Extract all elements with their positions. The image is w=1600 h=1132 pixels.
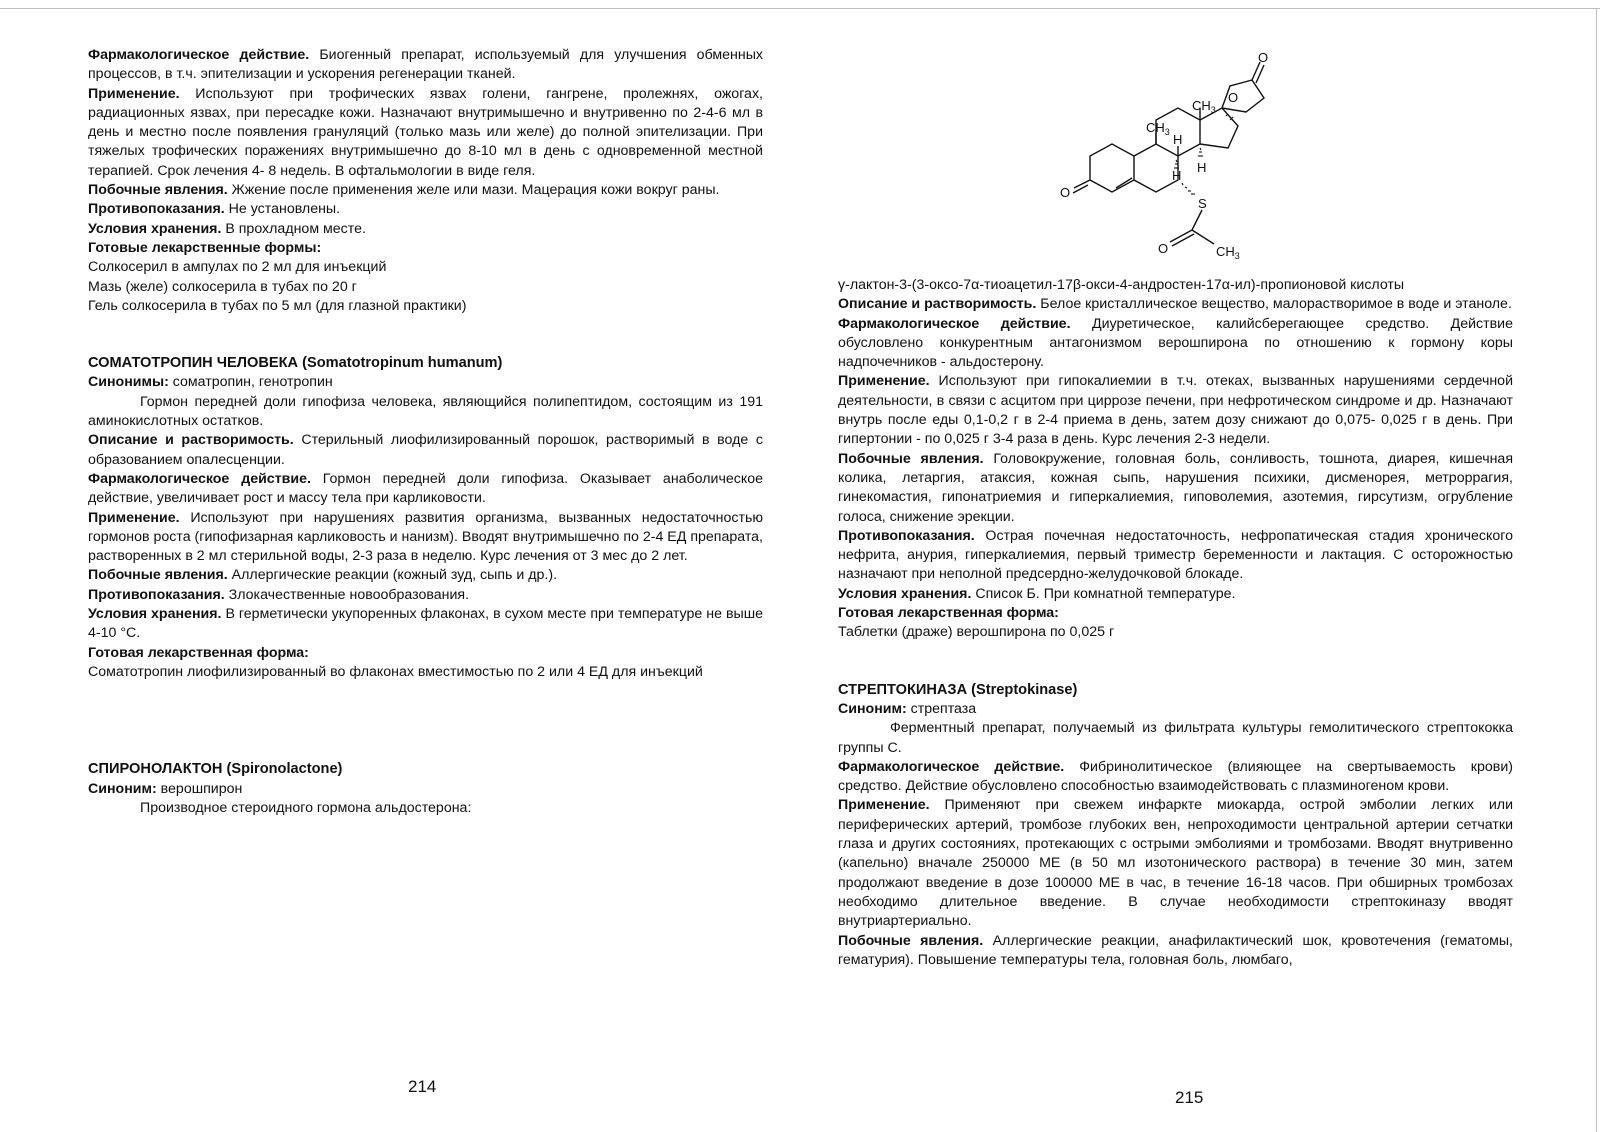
solcoseryl-pharm: Фармакологическое действие. Биогенный препарат, используемый для улучшения обменных процессов, в т.ч. эпителизации и ускорения регенерации тканей. — [88, 47, 763, 83]
acetyl-oxygen-label: O — [1158, 241, 1169, 256]
streptokinase-title: СТРЕПТОКИНАЗА (Streptokinase) — [838, 681, 1078, 698]
somatotropin-synonyms: Синонимы: соматропин, генотропин — [88, 374, 333, 391]
solcoseryl-form-item: Солкосерил в ампулах по 2 мл для инъекций — [88, 259, 387, 276]
solcoseryl-form-item: Гель солкосерила в тубах по 5 мл (для глазной практики) — [88, 297, 467, 314]
somatotropin-side: Побочные явления. Аллергические реакции (кожный зуд, сыпь и др.). — [88, 567, 558, 584]
solcoseryl-contra: Противопоказания. Не установлены. — [88, 201, 341, 218]
ketone-oxygen: O — [1060, 185, 1071, 200]
thio-sulfur-label: S — [1198, 196, 1207, 211]
spironolactone-storage: Условия хранения. Список Б. При комнатной температуре. — [838, 585, 1236, 602]
spironolactone-chem-name: γ-лактон-3-(3-оксо-7α-тиоацетил-17β-окси-4-андростен-17α-ил)-пропионовой кислоты — [838, 277, 1405, 293]
h8-label: H — [1173, 132, 1183, 147]
somatotropin-intro: Гормон передней доли гипофиза человека, являющийся полипептидом, состоящим из 191 аминокислотных остатков. — [88, 393, 763, 430]
acetyl-methyl-label: $CH_3$ — [1216, 244, 1240, 261]
lactone-carbonyl-oxygen: O — [1258, 50, 1269, 65]
somatotropin-contra: Противопоказания. Злокачественные новообразования. — [88, 586, 470, 603]
somatotropin-title: СОМАТОТРОПИН ЧЕЛОВЕКА (Somatotropinum humanum) — [88, 355, 503, 372]
streptokinase-synonym: Синоним: стрептаза — [838, 700, 977, 717]
spironolactone-pharm: Фармакологическое действие. Диуретическое, калийсберегающее средство. Действие обусловлено конкурентным антагонизмом верошпирона по отношению к гормону коры надпочечников - альдостерону. — [838, 315, 1513, 371]
solcoseryl-side: Побочные явления. Жжение после применения желе или мази. Мацерация кожи вокруг раны. — [88, 182, 720, 199]
spironolactone-contra: Противопоказания. Острая почечная недостаточность, нефропатическая стадия хронического нефрита, анурия, гиперкалиемия, первый триместр беременности и лактация. С осторожностью назначают при неполной предсердно-желудочковой блокаде. — [838, 527, 1513, 583]
streptokinase-use: Применение. Применяют при свежем инфаркте миокарда, острой эмболии легких или периферических артерий, тромбозе глубоких вен, непроходимости центральной артерии сетчатки глаза и других состояниях, протекающих с острыми эмболиями и тромбозами. Вводят внутривенно (капельно) вначале 250000 МЕ (в 50 мл изотонического раствора) в течение 30 мин, затем продолжают введение в дозе 100000 МЕ в час, в течение 16-18 часов. При обширных тромбозах необходимо длительное введение. В случае необходимости стрептокиназу вводят внутриартериально. — [838, 797, 1513, 930]
somatotropin-form-text: Соматотропин лиофилизированный во флаконах вместимостью по 2 или 4 ЕД для инъекций — [88, 663, 703, 680]
streptokinase-pharm: Фармакологическое действие. Фибринолитическое (влияющее на свертываемость крови) средство. Действие обусловлено способностью взаимодействовать с плазминогеном крови. — [838, 758, 1513, 795]
page-number-left: 214 — [408, 1077, 437, 1096]
solcoseryl-use: Применение. Используют при трофических язвах голени, гангрене, пролежнях, ожогах, радиационных язвах, при пересадке кожи. Назначают внутримышечно и внутривенно по 2-4-6 мл в день и местно после появления грануляций (только мазь или желе) до полной эпителизации. При тяжелых трофических поражениях внутримышечно до 8-10 мл в день с одновременной местной терапией. Срок лечения 4- 8 недель. В офтальмологии в виде геля. — [88, 85, 763, 179]
left-column — [88, 46, 763, 818]
solcoseryl-form-item: Мазь (желе) солкосерила в тубах по 20 г — [88, 278, 357, 295]
solcoseryl-forms-label: Готовые лекарственные формы: — [88, 239, 322, 256]
somatotropin-desc: Описание и растворимость. Стерильный лиофилизированный порошок, растворимый в воде с образованием опалесценции. — [88, 432, 763, 468]
c19-methyl-label: $CH_3$ — [1146, 120, 1170, 137]
h14-label: H — [1197, 160, 1207, 175]
streptokinase-side: Побочные явления. Аллергические реакции, анафилактический шок, кровотечения (гематомы, гематурия). Повышение температуры тела, головная боль, люмбаго, — [838, 932, 1513, 968]
spironolactone-desc: Описание и растворимость. Белое кристаллическое вещество, малорастворимое в воде и этаноле. — [838, 296, 1512, 313]
somatotropin-pharm: Фармакологическое действие. Гормон передней доли гипофиза. Оказывает анаболическое действие, увеличивает рост и массу тела при карликовости. — [88, 470, 763, 507]
spironolactone-form-text: Таблетки (драже) верошпирона по 0,025 г — [838, 624, 1115, 641]
streptokinase-intro: Ферментный препарат, получаемый из фильтрата культуры гемолитического стрептококка группы С. — [838, 720, 1513, 756]
page-215 — [800, 0, 1600, 1132]
spironolactone-use: Применение. Используют при гипокалиемии в т.ч. отеках, вызванных нарушениями сердечной деятельности, в связи с асцитом при циррозе печени, при нефротическом синдроме и др. Назначают внутрь после еды 0,1-0,2 г в 2-4 приема в день, затем дозу снижают до 0,075- 0,025 г в день. При гипертонии - по 0,025 г 3-4 раза в день. Курс лечения 2-3 недели. — [838, 373, 1513, 448]
somatotropin-use: Применение. Используют при нарушениях развития организма, вызванных недостаточностью гормонов роста (гипофизарная карликовость и нанизм). Вводят внутримышечно по 2-4 ЕД препарата, растворенных в 2 мл стерильной воды, 2-3 раза в неделю. Курс лечения от 3 мес до 2 лет. — [88, 509, 763, 565]
somatotropin-form-label: Готовая лекарственная форма: — [88, 644, 309, 661]
spironolactone-synonym: Синоним: верошпирон — [88, 780, 243, 797]
spironolactone-form-label: Готовая лекарственная форма: — [838, 605, 1059, 622]
page-number-right: 215 — [1175, 1088, 1204, 1107]
c18-methyl-label: $CH_3$ — [1192, 98, 1216, 115]
somatotropin-storage: Условия хранения. В герметически укупоренных флаконах, в сухом месте при температуре не выше 4-10 °С. — [88, 606, 763, 642]
spironolactone-side: Побочные явления. Головокружение, головная боль, сонливость, тошнота, диарея, кишечная колика, летаргия, атаксия, кожная сыпь, нарушения психики, дисменорея, метроррагия, гинекомастия, гипонатриемия и гиперкалиемия, гиповолемия, азотемия, гирсутизм, огрубление голоса, снижение эрекции. — [838, 450, 1514, 525]
lactone-ring-oxygen: O — [1228, 90, 1239, 105]
solcoseryl-storage: Условия хранения. В прохладном месте. — [88, 220, 366, 237]
spironolactone-structure — [1060, 50, 1350, 280]
right-column — [838, 276, 1513, 970]
h9-label: H — [1172, 168, 1182, 183]
spironolactone-intro: Производное стероидного гормона альдостерона: — [140, 799, 472, 816]
spironolactone-title: СПИРОНОЛАКТОН (Spironolactone) — [88, 761, 343, 778]
